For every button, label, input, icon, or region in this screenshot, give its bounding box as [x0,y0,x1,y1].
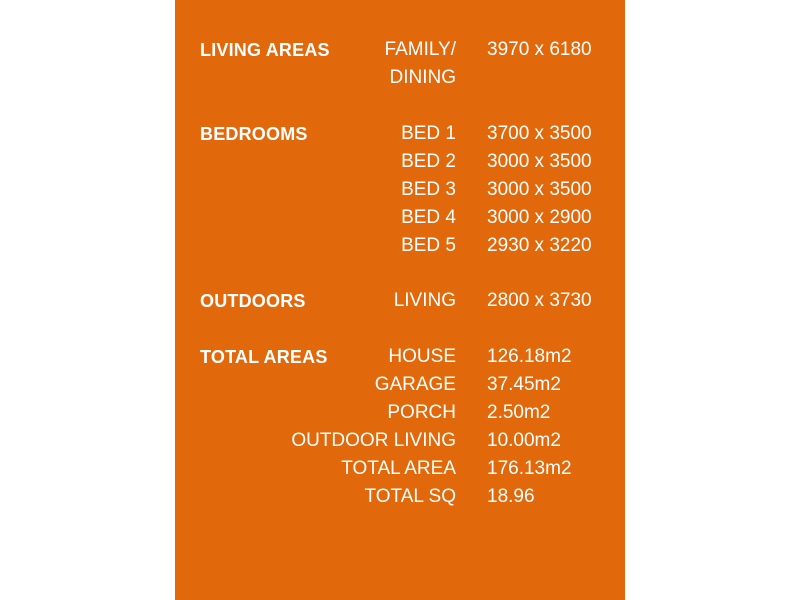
section-heading: BEDROOMS [200,124,308,144]
dimension-row [175,176,625,204]
section-heading: TOTAL AREAS [200,347,328,367]
room-label: BED 4 [401,207,456,228]
dimension-row [175,120,625,148]
area-row [175,343,625,371]
room-label [385,36,456,92]
section-heading: LIVING AREAS [200,40,330,60]
section-living-areas [175,36,625,92]
section-bedrooms [175,120,625,260]
dimension-row [175,204,625,232]
room-label: BED 5 [401,235,456,256]
room-dimension: 3000 x 2900 [487,207,592,228]
section-total-areas [175,343,625,511]
area-label: OUTDOOR LIVING [291,430,456,451]
section-outdoors [175,287,625,315]
area-row [175,455,625,483]
room-label: BED 3 [401,179,456,200]
area-value: 176.13m2 [487,458,572,479]
dimension-row [175,36,625,92]
area-row [175,427,625,455]
area-row [175,399,625,427]
room-label-line-1: FAMILY/ [384,39,456,60]
dimension-row [175,148,625,176]
room-dimension: 3000 x 3500 [487,179,592,200]
room-dimension: 3970 x 6180 [487,39,592,60]
area-value: 2.50m2 [487,402,551,423]
dimension-row [175,232,625,260]
room-dimension: 2800 x 3730 [487,290,592,311]
room-dimension: 3000 x 3500 [487,151,592,172]
area-label: PORCH [387,402,456,423]
area-value: 37.45m2 [487,374,561,395]
room-label: LIVING [393,290,456,311]
area-value: 10.00m2 [487,430,561,451]
area-row [175,483,625,511]
room-dimension: 3700 x 3500 [487,123,592,144]
area-label: TOTAL SQ [364,486,456,507]
room-label-line-2: DINING [389,67,456,88]
area-label: HOUSE [388,346,456,367]
area-row [175,371,625,399]
area-label: GARAGE [374,374,456,395]
room-dimension: 2930 x 3220 [487,235,592,256]
room-dimensions-panel [175,0,625,600]
room-label: BED 1 [401,123,456,144]
room-label: BED 2 [401,151,456,172]
area-value: 18.96 [487,486,535,507]
area-label: TOTAL AREA [341,458,456,479]
area-value: 126.18m2 [487,346,572,367]
section-heading: OUTDOORS [200,291,306,311]
dimension-row [175,287,625,315]
